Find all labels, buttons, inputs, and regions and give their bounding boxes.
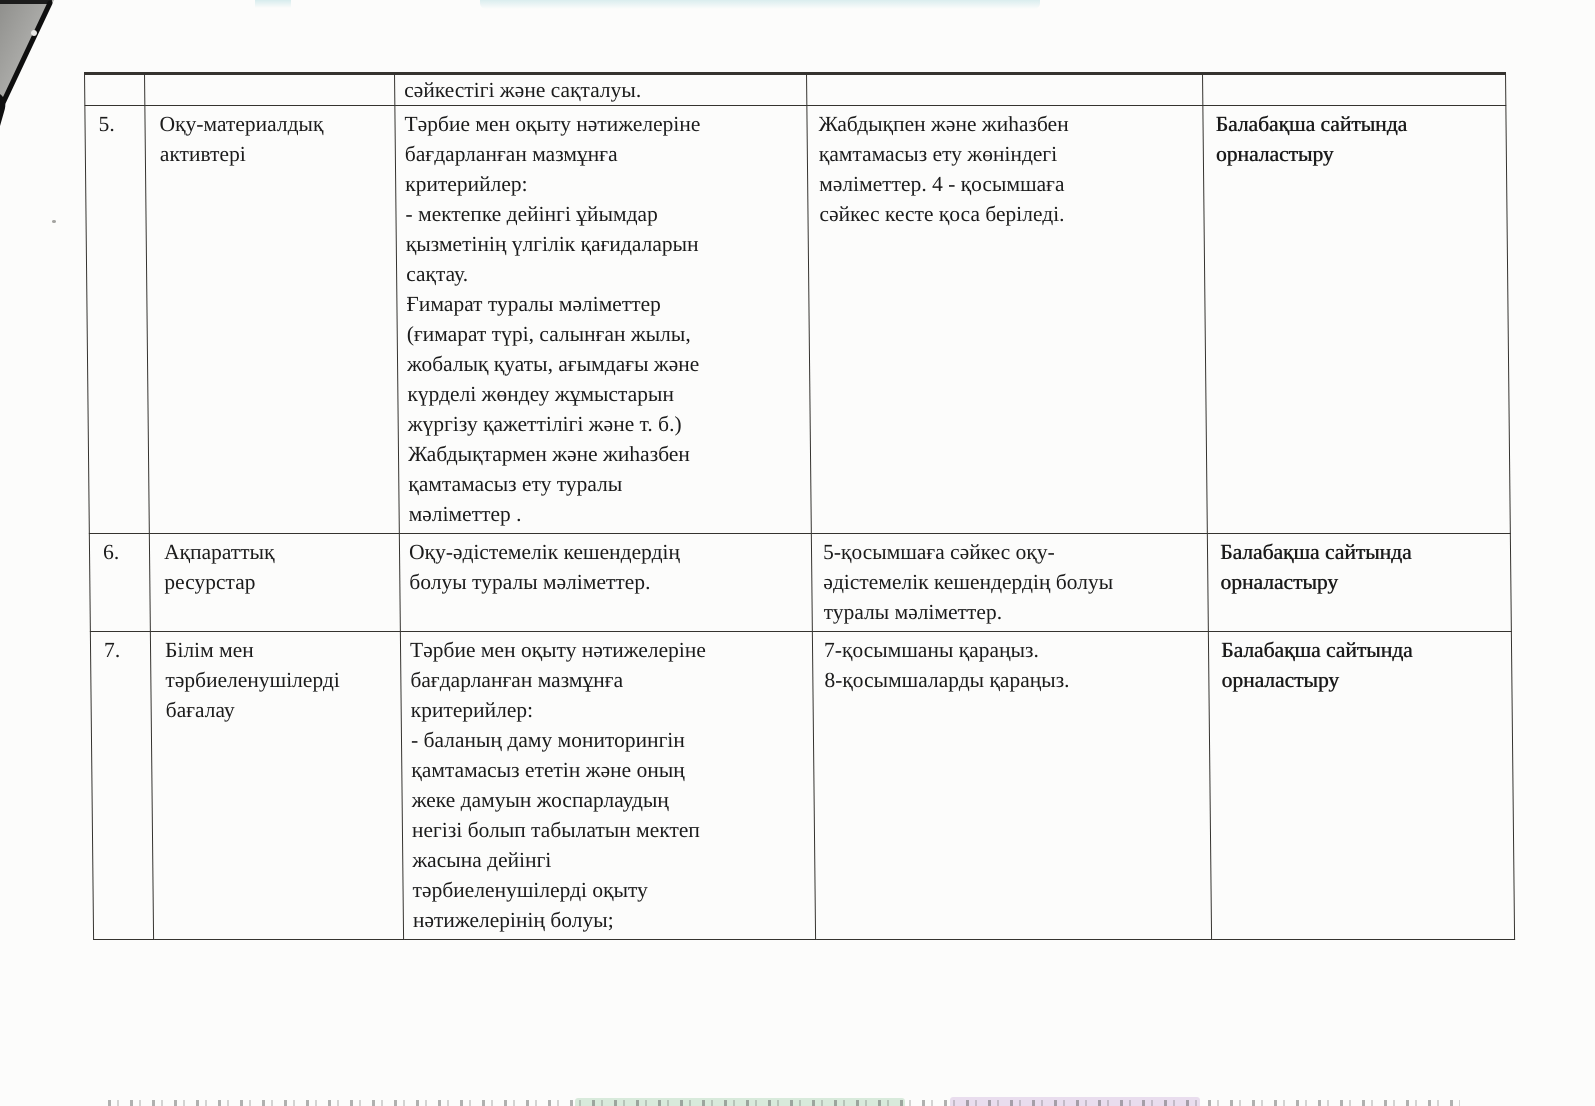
criteria-cell: Оқу-әдістемелік кешендердің болуы туралы мәліметтер. xyxy=(399,534,812,632)
details-cell: 7-қосымшаны қараңыз. 8-қосымшаларды қараңыз. xyxy=(812,632,1211,940)
indicator-cell xyxy=(145,74,395,106)
row-number-cell: 6. xyxy=(89,534,150,632)
criteria-cell: Тәрбие мен оқыту нәтижелеріне бағдарланған мазмұнға критерийлер: - мектепке дейінгі ұйымдар қызметінің үлгілік қағидаларын сақтау. Ғимарат туралы мәліметтер (ғимарат түрі, салынған жылы, жобалық қуаты, ағымдағы және күрделі жөндеу жұмыстарын жүргізу қажеттілігі және т. б.) Жабдықтармен және жиһазбен қамтамасыз ету туралы мәліметтер . xyxy=(395,106,811,534)
scan-bottom-artifact xyxy=(108,1100,1460,1106)
indicator-cell: Оқу-материалдық активтері xyxy=(145,106,399,534)
scan-corner-artifact xyxy=(0,0,72,136)
table-row-carryover xyxy=(85,74,1506,106)
placement-cell: Балабақша сайтында орналастыру xyxy=(1203,106,1510,534)
scan-top-smudge xyxy=(480,0,1040,9)
details-cell: 5-қосымшаға сәйкес оқу- әдістемелік кешендердің болуы туралы мәліметтер. xyxy=(811,534,1208,632)
table-row-7 xyxy=(90,632,1514,940)
accreditation-table xyxy=(84,72,1515,940)
placement-cell xyxy=(1203,74,1506,106)
details-cell xyxy=(807,74,1203,106)
criteria-cell: Тәрбие мен оқыту нәтижелеріне бағдарланған мазмұнға критерийлер: - баланың даму мониторингін қамтамасыз ететін және оның жеке дамуын жоспарлаудың негізі болып табылатын мектеп жасына дейінгі тәрбиеленушілерді оқыту нәтижелерінің болуы; xyxy=(400,632,815,940)
row-number-cell: 5. xyxy=(85,106,149,534)
row-number-cell xyxy=(85,74,145,106)
placement-cell: Балабақша сайтында орналастыру xyxy=(1208,632,1514,940)
details-cell: Жабдықпен және жиһазбен қамтамасыз ету жөніндегі мәліметтер. 4 - қосымшаға сәйкес кесте қоса беріледі. xyxy=(807,106,1207,534)
indicator-cell: Ақпараттық ресурстар xyxy=(149,534,400,632)
indicator-cell: Білім мен тәрбиеленушілерді бағалау xyxy=(150,632,403,940)
table-row-6 xyxy=(89,534,1511,632)
row-number-cell: 7. xyxy=(90,632,153,940)
scan-top-smudge-2 xyxy=(255,0,291,8)
scan-speck xyxy=(52,220,56,223)
criteria-cell: сәйкестігі және сақталуы. xyxy=(395,74,807,106)
placement-cell: Балабақша сайтында орналастыру xyxy=(1207,534,1511,632)
table-row-5 xyxy=(85,106,1510,534)
